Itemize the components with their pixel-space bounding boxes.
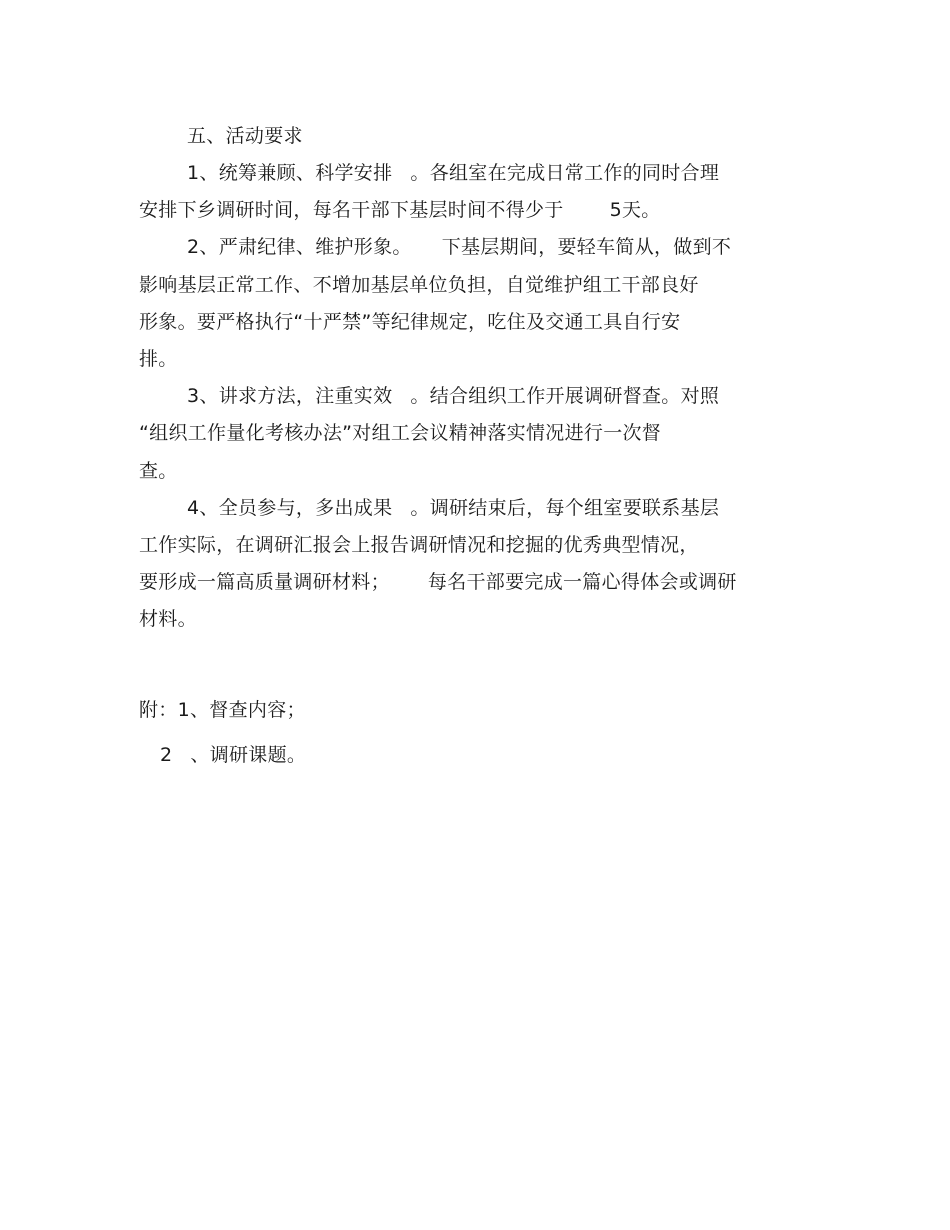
item-3-line-3: 查。 <box>139 460 178 482</box>
item-2-title: 2、严肃纪律、维护形象。 <box>187 236 412 258</box>
item-4-title: 4、全员参与，多出成果 <box>187 497 393 519</box>
item-1-line-2 <box>139 198 661 222</box>
item-4-text-4: 每名干部要完成一篇心得体会或调研 <box>427 571 737 593</box>
item-4-line-1 <box>187 496 719 520</box>
item-3-line-1 <box>187 384 719 408</box>
item-1-line-1 <box>187 161 719 185</box>
item-2-line-1 <box>187 235 731 259</box>
item-4-line-4: 材料。 <box>139 608 197 630</box>
item-4-text-3: 要形成一篇高质量调研材料； <box>139 571 390 593</box>
appendix-item-2-number: 2 <box>160 744 173 766</box>
appendix-line-2 <box>160 743 306 767</box>
section-heading: 五、活动要求 <box>187 125 303 147</box>
item-2-line-2: 影响基层正常工作、不增加基层单位负担，自觉维护组工干部良好 <box>139 274 699 296</box>
item-4-line-2: 工作实际，在调研汇报会上报告调研情况和挖掘的优秀典型情况， <box>139 534 699 556</box>
item-2-line-3: 形象。要严格执行“十严禁”等纪律规定，吃住及交通工具自行安 <box>139 311 681 333</box>
appendix-line-1: 附：1、督查内容； <box>139 699 306 721</box>
item-2-text: 下基层期间，要轻车简从，做到不 <box>441 236 732 258</box>
item-2-line-4: 排。 <box>139 348 178 370</box>
item-3-title: 3、讲求方法，注重实效 <box>187 385 393 407</box>
item-4-text: 。调研结束后，每个组室要联系基层 <box>410 497 720 519</box>
item-3-line-2: “组织工作量化考核办法”对组工会议精神落实情况进行一次督 <box>139 422 662 444</box>
item-1-text-2: 安排下乡调研时间，每名干部下基层时间不得少于 <box>139 199 564 221</box>
appendix-item-2-text: 、调研课题。 <box>190 744 307 766</box>
item-4-line-3 <box>139 570 737 594</box>
item-1-text-3: 5天。 <box>609 199 661 221</box>
item-3-text: 。结合组织工作开展调研督查。对照 <box>410 385 720 407</box>
item-1-title: 1、统筹兼顾、科学安排 <box>187 162 393 184</box>
item-1-text: 。各组室在完成日常工作的同时合理 <box>410 162 720 184</box>
